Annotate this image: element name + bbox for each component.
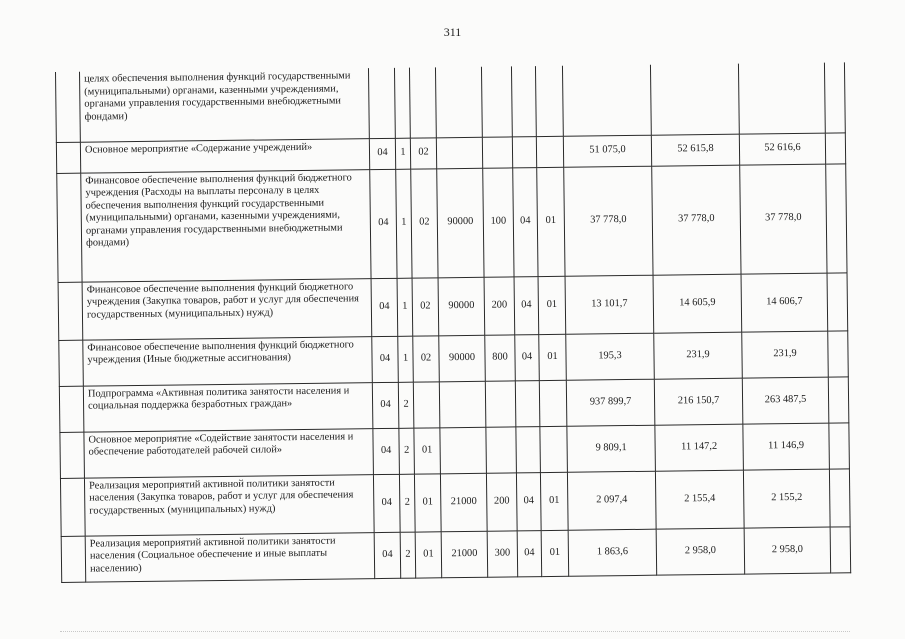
row-name: Реализация мероприятий активной политики занятости населения (Социальное обеспечение и иные выплаты населению) [85, 532, 375, 582]
table-row [55, 62, 845, 142]
code-activity: 01 [415, 531, 442, 577]
code-subprogram: 2 [400, 532, 416, 578]
code-activity: 01 [414, 427, 441, 473]
amount-year-1: 13 101,7 [565, 275, 654, 334]
row-margin-cell [61, 536, 86, 582]
code-subdepartment: 01 [539, 334, 567, 380]
amount-year-1: 2 097,4 [567, 471, 656, 530]
code-expense-type: 800 [485, 334, 516, 380]
code-subprogram: 2 [399, 474, 415, 532]
row-end-cell [827, 272, 848, 330]
row-end-cell [828, 330, 849, 376]
code-section [368, 68, 395, 138]
amount-year-2: 14 605,9 [653, 274, 742, 333]
page-number: 311 [443, 25, 462, 39]
code-activity: 02 [410, 137, 436, 168]
code-subdepartment: 01 [538, 276, 566, 334]
amount-year-3: 11 146,9 [743, 423, 830, 470]
code-direction [436, 137, 482, 169]
row-name: Финансовое обеспечение выполнения функций бюджетного учреждения (Закупка товаров, работ и услуг для обеспечения государственных (муниципальных) нужд) [82, 278, 372, 340]
code-section: 04 [372, 336, 399, 382]
code-direction: 90000 [438, 277, 485, 336]
amount-year-1: 9 809,1 [567, 425, 656, 472]
amount-year-2: 2 155,4 [655, 470, 744, 529]
amount-year-2: 216 150,7 [654, 378, 743, 425]
amount-year-3: 2 155,2 [743, 469, 830, 528]
code-subprogram: 1 [396, 169, 412, 278]
code-subprogram [394, 68, 410, 138]
code-expense-type [485, 380, 516, 426]
code-section: 04 [373, 474, 400, 532]
row-margin-cell [56, 142, 80, 173]
code-department: 04 [515, 334, 540, 380]
code-subdepartment [539, 380, 567, 426]
row-margin-cell [58, 282, 83, 340]
code-activity: 01 [414, 473, 441, 531]
code-subdepartment: 01 [541, 530, 569, 576]
code-section: 04 [374, 532, 401, 578]
code-section: 04 [373, 428, 400, 474]
row-name: Основное мероприятие «Содержание учреждений» [80, 138, 369, 173]
code-expense-type: 300 [487, 530, 518, 576]
amount-year-3 [738, 63, 825, 134]
code-expense-type [482, 136, 512, 167]
row-name: Реализация мероприятий активной политики занятости населения (Закупка товаров, работ и услуг для обеспечения государственных (муниципальных) нужд) [84, 474, 374, 536]
code-direction: 90000 [437, 168, 484, 278]
code-subdepartment: 01 [540, 472, 568, 530]
table-row [58, 272, 848, 340]
code-department [516, 426, 541, 472]
code-section: 04 [370, 169, 397, 278]
code-subdepartment [540, 426, 568, 472]
row-margin-cell [59, 340, 84, 386]
row-margin-cell [60, 432, 85, 478]
amount-year-3: 37 778,0 [740, 164, 827, 274]
code-subprogram: 2 [399, 428, 415, 474]
amount-year-3: 14 606,7 [741, 273, 828, 332]
amount-year-1: 51 075,0 [563, 135, 651, 167]
code-subprogram: 1 [395, 138, 410, 169]
code-section: 04 [369, 138, 395, 169]
scan-edge-line [60, 631, 850, 633]
code-department: 04 [514, 276, 539, 334]
row-end-cell [830, 526, 851, 572]
row-margin-cell [55, 72, 80, 142]
row-margin-cell [57, 173, 82, 282]
code-direction: 21000 [441, 531, 488, 578]
table-row [61, 526, 851, 582]
code-section: 04 [372, 382, 399, 428]
code-subprogram: 1 [397, 278, 413, 336]
code-department [512, 136, 536, 167]
row-end-cell [829, 468, 850, 526]
budget-table-wrapper [55, 62, 850, 582]
code-activity: 02 [411, 168, 438, 277]
amount-year-1: 937 899,7 [566, 379, 655, 426]
row-end-cell [826, 163, 847, 272]
code-subprogram: 2 [398, 382, 414, 428]
code-direction: 90000 [439, 335, 486, 382]
code-subdepartment [536, 136, 563, 167]
code-expense-type: 200 [484, 276, 515, 334]
table-row [57, 163, 847, 282]
budget-table [55, 62, 851, 582]
budget-table-body [55, 62, 850, 582]
amount-year-2: 52 615,8 [651, 134, 739, 166]
code-department: 04 [516, 472, 541, 530]
amount-year-1: 1 863,6 [568, 529, 657, 576]
code-activity: 02 [412, 277, 439, 335]
code-subprogram: 1 [398, 336, 414, 382]
amount-year-3: 231,9 [742, 331, 829, 378]
code-expense-type: 200 [486, 472, 517, 530]
row-name: целях обеспечения выполнения функций государственными (муниципальными) органами, казенными учреждениями, органами управления государственными внебюджетными фондами) [79, 68, 369, 142]
code-activity: 02 [413, 335, 440, 381]
code-activity [409, 67, 436, 137]
row-end-cell [829, 422, 850, 468]
code-direction [439, 381, 486, 428]
amount-year-2: 231,9 [654, 332, 743, 379]
code-expense-type [481, 66, 512, 136]
row-end-cell [828, 376, 849, 422]
amount-year-2: 11 147,2 [655, 424, 744, 471]
table-row [60, 468, 850, 536]
code-activity [413, 381, 440, 427]
code-department [515, 380, 540, 426]
code-subdepartment: 01 [537, 167, 565, 276]
row-name: Финансовое обеспечение выполнения функций бюджетного учреждения (Расходы на выплаты персоналу в целях обеспечения выполнения функций государственными (муниципальными) органами, казенными учреждениями, органами управления государственными внебюджетными фондами) [81, 169, 371, 282]
amount-year-2: 2 958,0 [656, 528, 745, 575]
code-direction [440, 427, 487, 474]
row-name: Основное мероприятие «Содействие занятости населения и обеспечение работодателей рабочей силой» [84, 428, 374, 478]
code-section: 04 [371, 278, 398, 336]
code-subdepartment [535, 66, 563, 136]
code-direction [435, 67, 482, 138]
code-direction: 21000 [440, 473, 487, 532]
amount-year-3: 263 487,5 [742, 377, 829, 424]
code-expense-type: 100 [483, 167, 514, 276]
row-margin-cell [59, 386, 84, 432]
code-department: 04 [517, 530, 542, 576]
row-margin-cell [60, 478, 85, 536]
row-name: Подпрограмма «Активная политика занятости населения и социальная поддержка безработных граждан» [83, 382, 373, 432]
amount-year-2 [650, 64, 739, 135]
amount-year-2: 37 778,0 [652, 165, 741, 275]
row-end-cell [824, 62, 845, 132]
amount-year-1: 37 778,0 [564, 166, 653, 276]
row-end-cell [825, 132, 845, 163]
row-name: Финансовое обеспечение выполнения функций бюджетного учреждения (Иные бюджетные ассигнования) [83, 336, 373, 386]
amount-year-3: 52 616,6 [739, 133, 825, 165]
amount-year-1: 195,3 [566, 333, 655, 380]
amount-year-3: 2 958,0 [744, 527, 831, 574]
amount-year-1 [562, 65, 651, 136]
code-department: 04 [513, 167, 538, 276]
code-department [511, 66, 536, 136]
code-expense-type [486, 426, 517, 472]
